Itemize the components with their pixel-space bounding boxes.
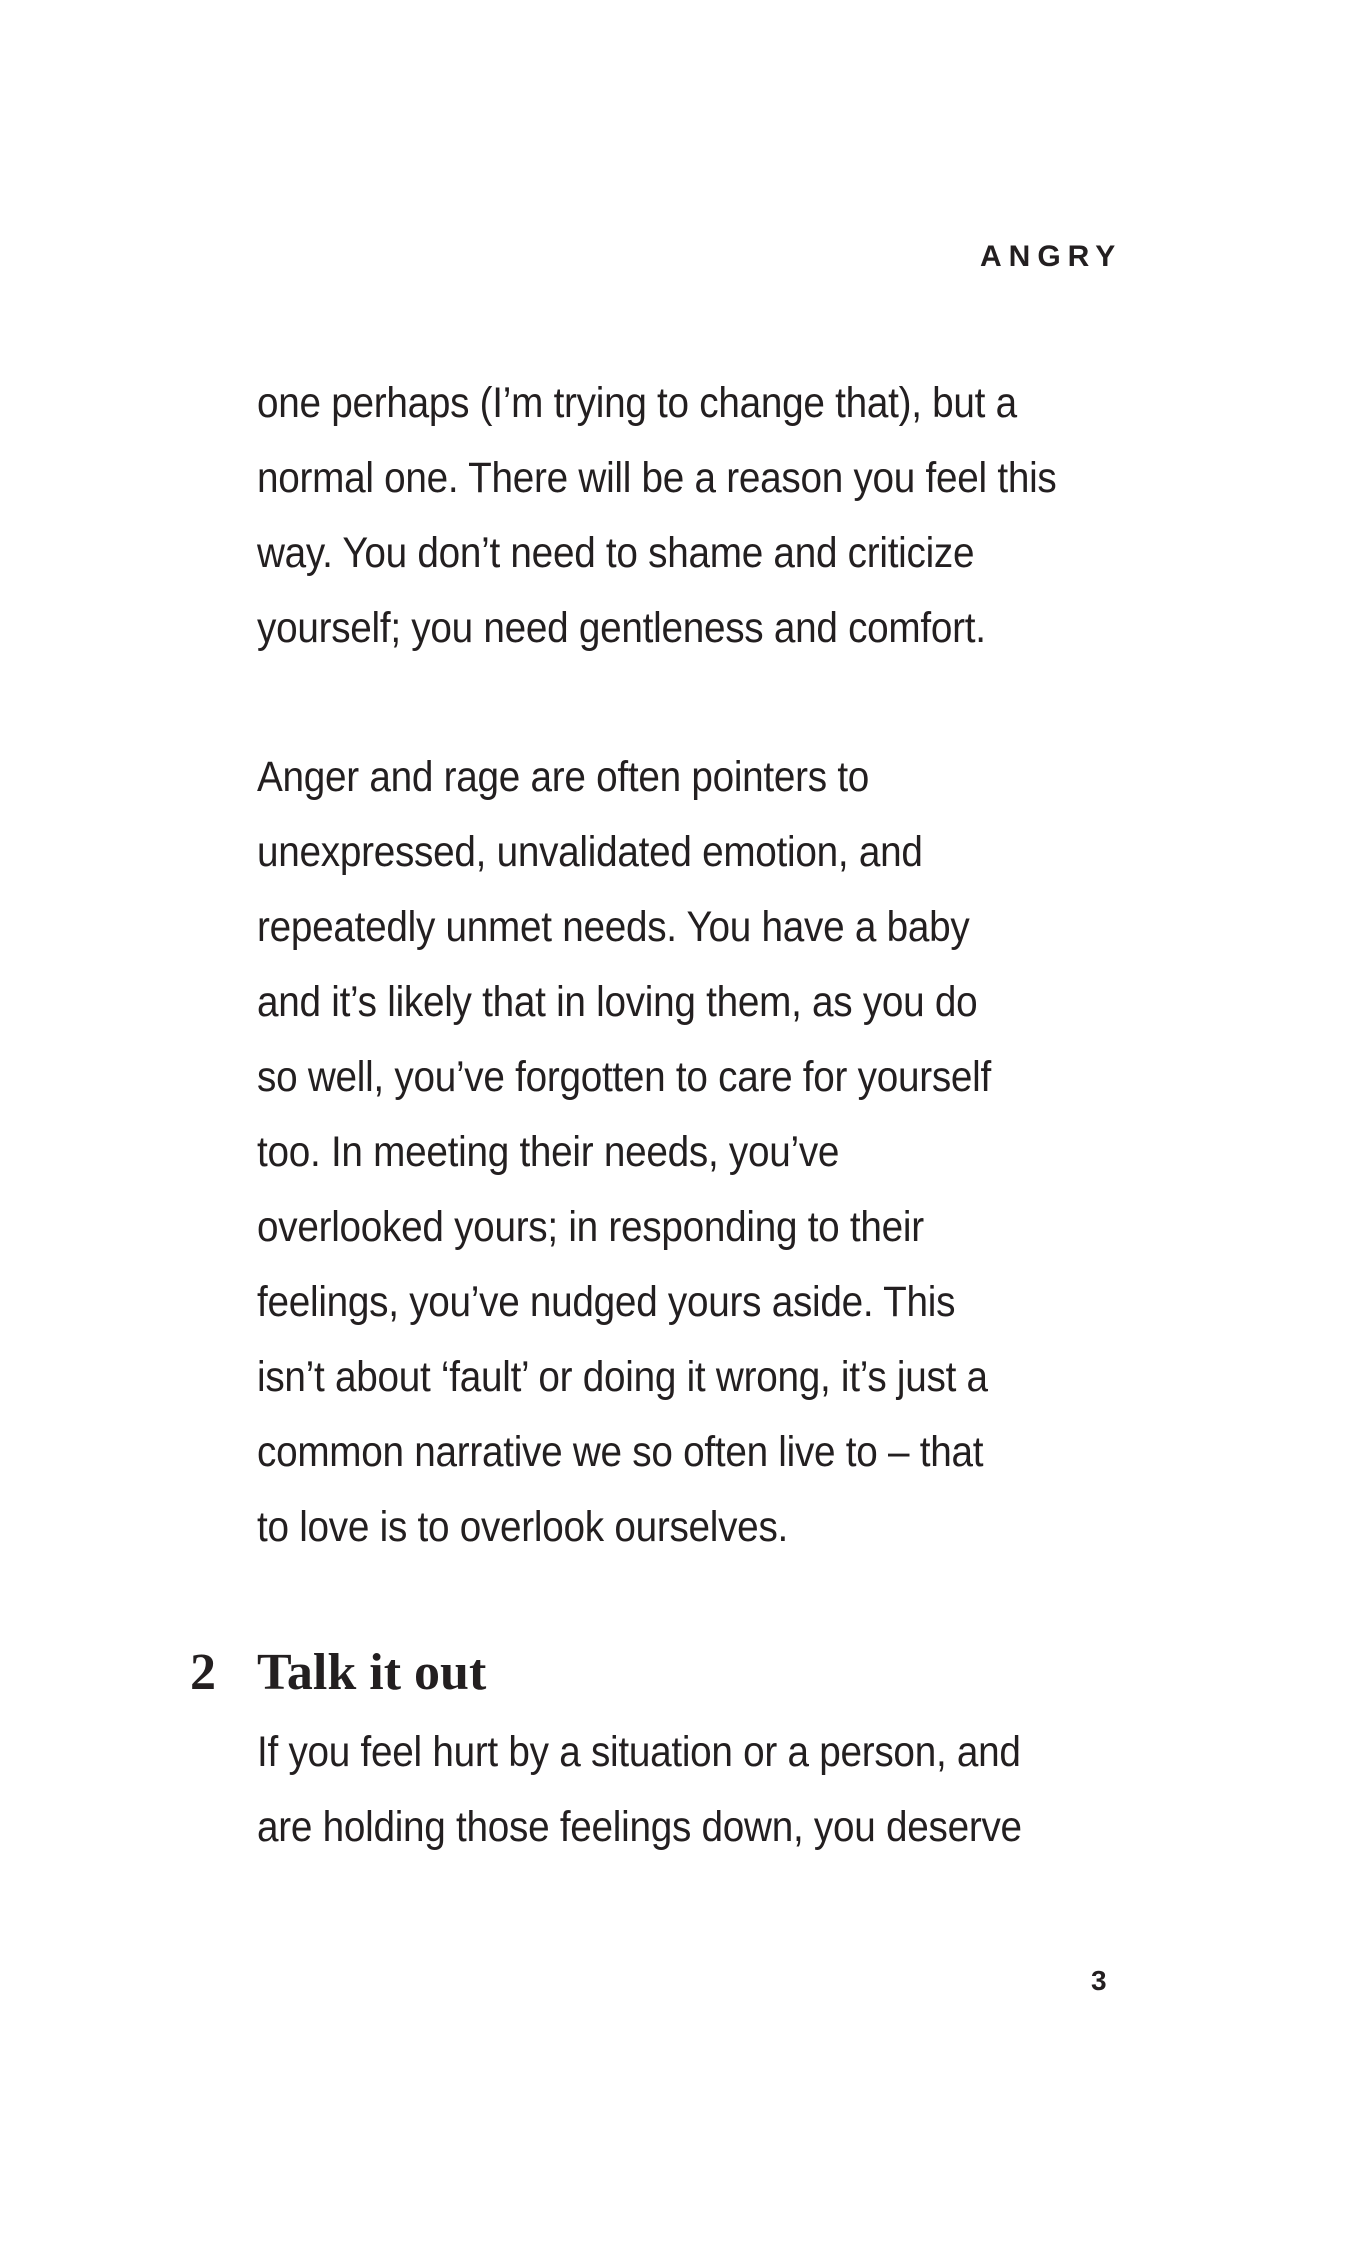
paragraph-line: so well, you’ve forgotten to care for yourself bbox=[257, 1053, 991, 1101]
paragraph-line: common narrative we so often live to – that bbox=[257, 1428, 984, 1476]
paragraph-line: unexpressed, unvalidated emotion, and bbox=[257, 828, 923, 876]
paragraph-line: isn’t about ‘fault’ or doing it wrong, it’s just a bbox=[257, 1353, 988, 1401]
paragraph-line: repeatedly unmet needs. You have a baby bbox=[257, 903, 970, 951]
paragraph-line: too. In meeting their needs, you’ve bbox=[257, 1128, 840, 1176]
paragraph-line: to love is to overlook ourselves. bbox=[257, 1503, 789, 1551]
paragraph-line: Anger and rage are often pointers to bbox=[257, 753, 870, 801]
paragraph-line: way. You don’t need to shame and criticize bbox=[257, 529, 975, 577]
paragraph-line: normal one. There will be a reason you feel this bbox=[257, 454, 1057, 502]
section-number: 2 bbox=[190, 1644, 216, 1701]
paragraph-line: and it’s likely that in loving them, as you do bbox=[257, 978, 978, 1026]
paragraph-line: feelings, you’ve nudged yours aside. This bbox=[257, 1278, 956, 1326]
paragraph-line: If you feel hurt by a situation or a person, and bbox=[257, 1728, 1021, 1776]
section-title: Talk it out bbox=[257, 1644, 487, 1701]
paragraph-line: are holding those feelings down, you deserve bbox=[257, 1803, 1022, 1851]
paragraph-line: one perhaps (I’m trying to change that), but a bbox=[257, 379, 1017, 427]
running-head: ANGRY bbox=[980, 240, 1123, 273]
page-number: 3 bbox=[1091, 1965, 1107, 1996]
paragraph-line: overlooked yours; in responding to their bbox=[257, 1203, 924, 1251]
paragraph-line: yourself; you need gentleness and comfort. bbox=[257, 604, 986, 652]
